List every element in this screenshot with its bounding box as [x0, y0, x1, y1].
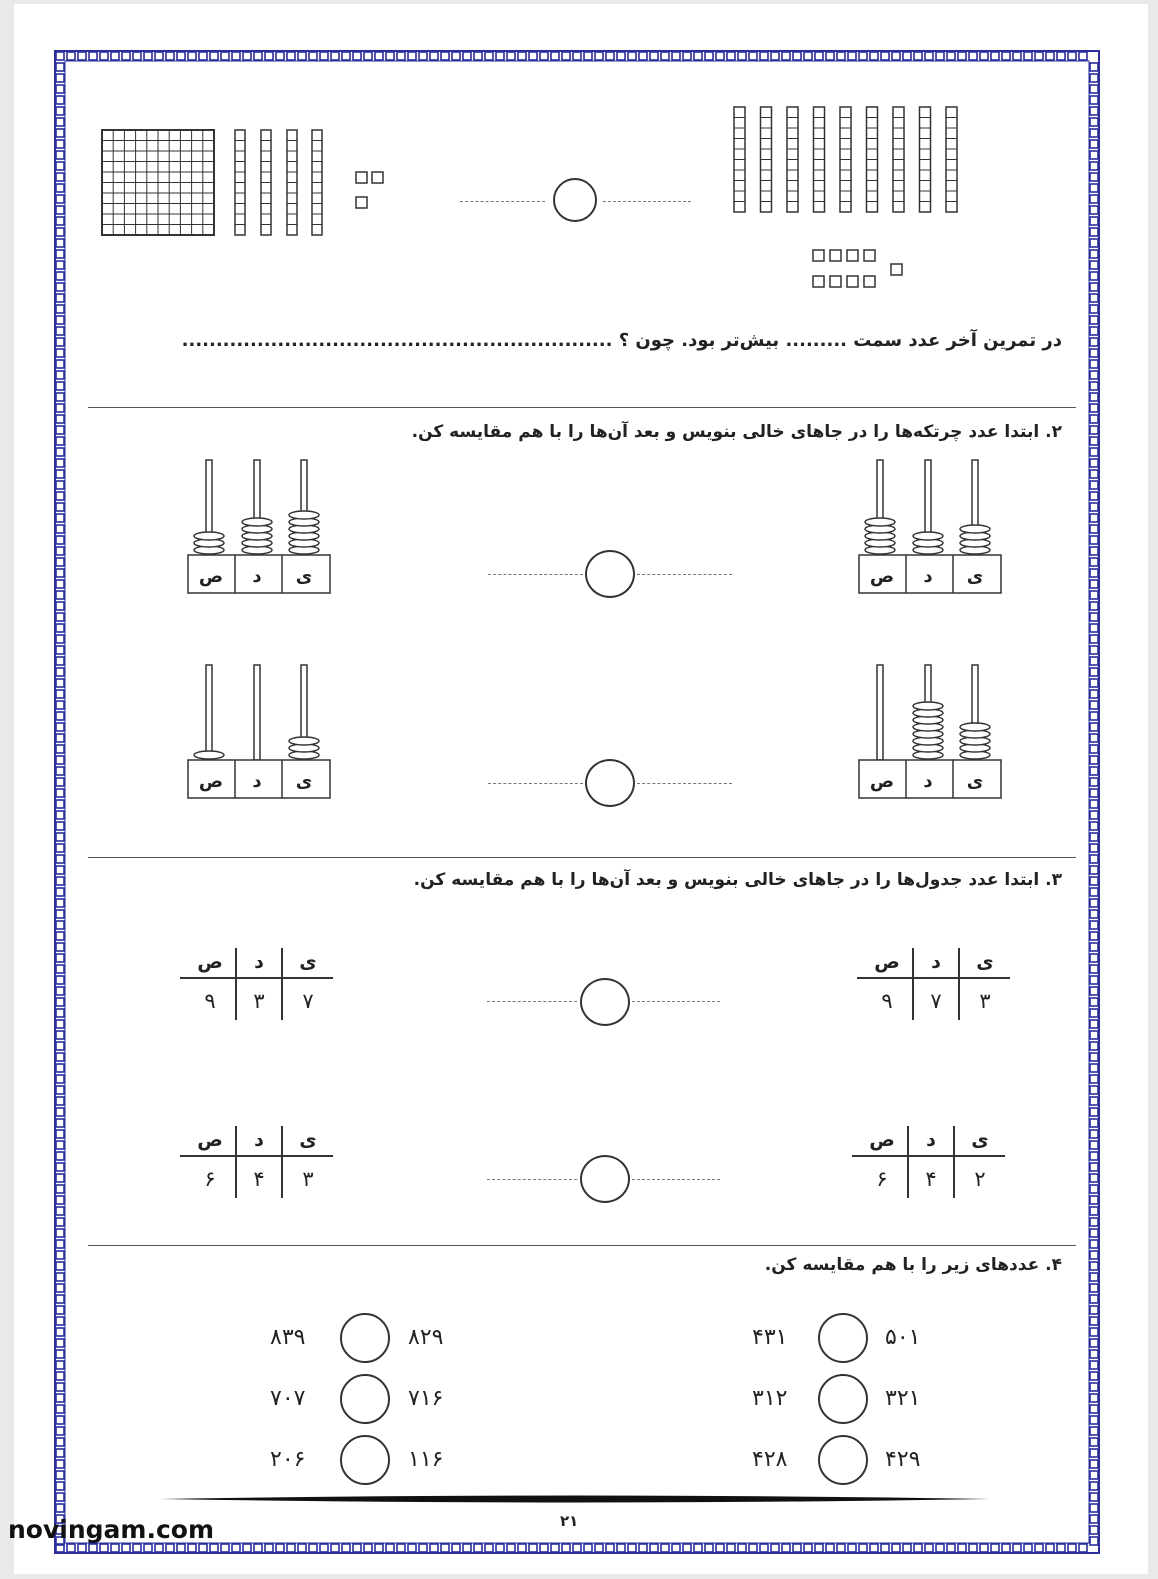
- table-digit: ۹: [881, 989, 893, 1013]
- table-digit: ۴: [925, 1167, 937, 1191]
- number-a: ۷۱۶: [408, 1386, 444, 1411]
- number-a: ۵۰۱: [885, 1325, 921, 1350]
- unit-cubes-left: [356, 172, 383, 208]
- abacus-bead: [865, 518, 895, 526]
- table-column-label: ی: [971, 1129, 989, 1151]
- abacus-bead: [913, 532, 943, 540]
- answer-blank-left[interactable]: [487, 1001, 577, 1002]
- abacus-graphic: [187, 660, 332, 805]
- place-value-table-left-2: [178, 1118, 338, 1208]
- table-column-label: ی: [299, 1129, 317, 1151]
- abacus-bead: [289, 737, 319, 745]
- table-column-label: د: [926, 1129, 936, 1151]
- q3-instruction-text: ابتدا عدد جدول‌ها را در جاهای خالی بنویس و بعد آن‌ها را با هم مقایسه کن.: [413, 870, 1040, 890]
- table-column-label: ص: [197, 951, 223, 973]
- number-b: ۳۱۲: [752, 1386, 788, 1411]
- place-value-table-graphic: [178, 940, 338, 1030]
- table-digit: ۷: [302, 989, 314, 1013]
- q2-instruction: [412, 422, 1062, 442]
- answer-blank-left[interactable]: [488, 574, 583, 575]
- q4-instruction: [765, 1255, 1062, 1275]
- answer-blank-right[interactable]: [637, 783, 732, 784]
- number-a: ۸۲۹: [408, 1325, 444, 1350]
- abacus-column-label: ص: [869, 771, 895, 792]
- hundred-flat-block: [102, 130, 214, 235]
- abacus-column-label: ی: [295, 566, 313, 587]
- q2-instruction-text: ابتدا عدد چرتکه‌ها را در جاهای خالی بنویس و بعد آن‌ها را با هم مقایسه کن.: [411, 422, 1040, 442]
- table-column-label: ص: [874, 951, 900, 973]
- abacus-column-label: د: [252, 566, 262, 587]
- answer-blank-right[interactable]: [637, 574, 732, 575]
- q3-instruction: [414, 870, 1062, 890]
- abacus-graphic: [187, 455, 332, 600]
- abacus-column-label: ص: [198, 771, 224, 792]
- compare-circle[interactable]: [340, 1435, 390, 1485]
- abacus-bead: [960, 525, 990, 533]
- watermark-text: novingam.com: [8, 1515, 214, 1544]
- place-value-table-graphic: [850, 1118, 1010, 1208]
- place-value-table-graphic: [855, 940, 1015, 1030]
- table-digit: ۲: [974, 1167, 986, 1191]
- footer-rule: [160, 1492, 990, 1506]
- place-value-table-right-2: [850, 1118, 1010, 1208]
- number-b: ۴۳۱: [752, 1325, 788, 1350]
- answer-blank-left[interactable]: [488, 783, 583, 784]
- abacus-column-label: ص: [198, 566, 224, 587]
- table-column-label: د: [254, 1129, 264, 1151]
- number-b: ۲۰۶: [270, 1447, 306, 1472]
- place-value-table-right-1: [855, 940, 1015, 1030]
- abacus-column-label: د: [252, 771, 262, 792]
- table-column-label: ص: [869, 1129, 895, 1151]
- abacus-column-label: ی: [966, 566, 984, 587]
- table-digit: ۶: [876, 1167, 888, 1191]
- abacus-graphic: [858, 455, 1003, 600]
- q3-number: ۳.: [1045, 870, 1062, 890]
- compare-circle[interactable]: [818, 1374, 868, 1424]
- abacus-bead: [960, 723, 990, 731]
- abacus-column-label: د: [923, 771, 933, 792]
- number-b: ۴۲۸: [752, 1447, 788, 1472]
- compare-circle[interactable]: [340, 1374, 390, 1424]
- compare-circle[interactable]: [585, 550, 635, 598]
- compare-circle[interactable]: [585, 759, 635, 807]
- abacus-bead: [194, 751, 224, 759]
- number-a: ۱۱۶: [408, 1447, 444, 1472]
- table-digit: ۷: [930, 989, 942, 1013]
- compare-circle[interactable]: [818, 1435, 868, 1485]
- abacus-right-1: [858, 455, 1003, 600]
- compare-circle[interactable]: [580, 978, 630, 1026]
- answer-blank-left[interactable]: [487, 1179, 577, 1180]
- table-column-label: ی: [299, 951, 317, 973]
- number-b: ۷۰۷: [270, 1386, 306, 1411]
- number-b: ۸۳۹: [270, 1325, 306, 1350]
- place-value-table-graphic: [178, 1118, 338, 1208]
- compare-circle[interactable]: [580, 1155, 630, 1203]
- section-divider: [88, 1245, 1076, 1246]
- abacus-rod: [877, 665, 883, 760]
- abacus-column-label: ص: [869, 566, 895, 587]
- q4-instruction-text: عددهای زیر را با هم مقایسه کن.: [764, 1255, 1040, 1275]
- answer-blank-right[interactable]: [632, 1179, 720, 1180]
- abacus-graphic: [858, 660, 1003, 805]
- section-divider: [88, 407, 1076, 408]
- table-digit: ۶: [204, 1167, 216, 1191]
- abacus-bead: [194, 532, 224, 540]
- unit-cubes-right: [813, 250, 902, 287]
- answer-blank-right[interactable]: [603, 201, 691, 202]
- abacus-bead: [242, 518, 272, 526]
- number-a: ۴۲۹: [885, 1447, 921, 1472]
- table-column-label: ص: [197, 1129, 223, 1151]
- table-column-label: د: [254, 951, 264, 973]
- abacus-column-label: ی: [295, 771, 313, 792]
- table-digit: ۳: [302, 1167, 314, 1191]
- table-digit: ۳: [979, 989, 991, 1013]
- abacus-left-2: [187, 660, 332, 805]
- section-divider: [88, 857, 1076, 858]
- table-digit: ۴: [253, 1167, 265, 1191]
- ten-rods-left: [235, 130, 322, 235]
- abacus-column-label: ی: [966, 771, 984, 792]
- abacus-bead: [913, 702, 943, 710]
- table-digit: ۳: [253, 989, 265, 1013]
- abacus-rod: [254, 665, 260, 760]
- closing-question: در تمرین آخر عدد سمت ......... بیش‌تر بود. چون ؟ ...............................................................: [181, 330, 1062, 351]
- abacus-left-1: [187, 455, 332, 600]
- answer-blank-left[interactable]: [460, 201, 545, 202]
- answer-blank-right[interactable]: [632, 1001, 720, 1002]
- table-column-label: ی: [976, 951, 994, 973]
- compare-circle[interactable]: [553, 178, 597, 222]
- page-number: ۲۱: [560, 1512, 579, 1530]
- compare-circle[interactable]: [818, 1313, 868, 1363]
- place-value-table-left-1: [178, 940, 338, 1030]
- abacus-rod: [206, 665, 212, 760]
- abacus-column-label: د: [923, 566, 933, 587]
- ten-rods-right: [734, 107, 957, 212]
- number-a: ۳۲۱: [885, 1386, 921, 1411]
- abacus-bead: [289, 511, 319, 519]
- table-column-label: د: [931, 951, 941, 973]
- table-digit: ۹: [204, 989, 216, 1013]
- compare-circle[interactable]: [340, 1313, 390, 1363]
- abacus-right-2: [858, 660, 1003, 805]
- q2-number: ۲.: [1045, 422, 1062, 442]
- q4-number: ۴.: [1045, 1255, 1062, 1275]
